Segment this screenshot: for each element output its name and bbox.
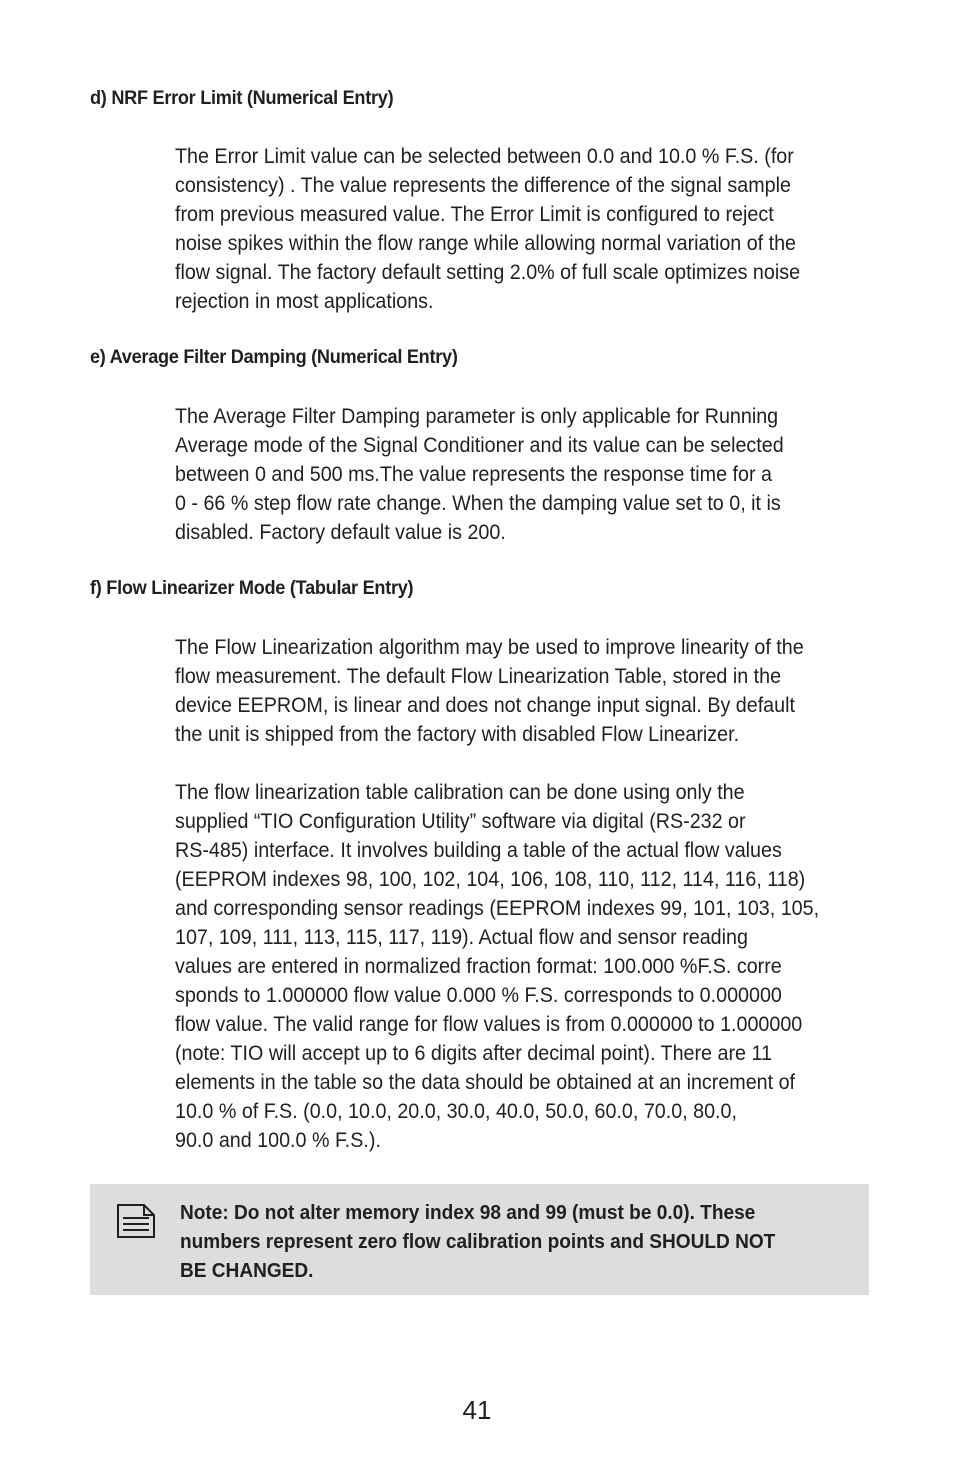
text-line: disabled. Factory default value is 200. [175,521,506,544]
section-heading-nrf-error-limit: d) NRF Error Limit (Numerical Entry) [90,87,394,109]
text-line: device EEPROM, is linear and does not change input signal. By default [175,694,795,717]
text-line: noise spikes within the flow range while allowing normal variation of the [175,232,797,255]
text-line: and corresponding sensor readings (EEPROM indexes 99, 101, 103, 105, [175,897,820,920]
text-line: The Flow Linearization algorithm may be used to improve linearity of the [175,636,804,659]
text-line: between 0 and 500 ms.The value represents the response time for a [175,463,772,486]
text-line: The Error Limit value can be selected between 0.0 and 10.0 % F.S. (for [175,145,794,168]
text-line: rejection in most applications. [175,290,434,313]
text-line: flow measurement. The default Flow Linearization Table, stored in the [175,665,782,688]
text-line: the unit is shipped from the factory with disabled Flow Linearizer. [175,723,740,746]
text-line: values are entered in normalized fraction format: 100.000 %F.S. corre [175,955,782,978]
text-line: 0 - 66 % step flow rate change. When the damping value set to 0, it is [175,492,781,515]
text-line: The flow linearization table calibration can be done using only the [175,781,745,804]
text-line: supplied “TIO Configuration Utility” software via digital (RS-232 or [175,810,746,833]
note-box [90,1184,869,1295]
paragraph-flow-linearizer-calibration [175,778,863,1155]
text-line: RS-485) interface. It involves building a table of the actual flow values [175,839,782,862]
paragraph-flow-linearizer-intro [175,633,863,749]
section-heading-average-filter-damping: e) Average Filter Damping (Numerical Entry) [90,346,458,368]
note-line: numbers represent zero flow calibration points and SHOULD NOT [180,1230,776,1253]
text-line: consistency) . The value represents the difference of the signal sample [175,174,791,197]
paragraph-nrf-error-limit [175,142,863,316]
text-line: elements in the table so the data should be obtained at an increment of [175,1071,796,1094]
text-line: sponds to 1.000000 flow value 0.000 % F.S. corresponds to 0.000000 [175,984,782,1007]
paragraph-average-filter-damping [175,402,863,547]
text-line: 10.0 % of F.S. (0.0, 10.0, 20.0, 30.0, 40.0, 50.0, 60.0, 70.0, 80.0, [175,1100,737,1123]
text-line: from previous measured value. The Error Limit is configured to reject [175,203,774,226]
text-line: Average mode of the Signal Conditioner and its value can be selected [175,434,784,457]
page-number: 41 [462,1395,492,1425]
text-line: flow signal. The factory default setting 2.0% of full scale optimizes noise [175,261,801,284]
note-text [180,1198,775,1285]
note-line: BE CHANGED. [180,1259,314,1282]
text-line: 107, 109, 111, 113, 115, 117, 119). Actual flow and sensor reading [175,926,748,949]
text-line: (EEPROM indexes 98, 100, 102, 104, 106, 108, 110, 112, 114, 116, 118) [175,868,806,891]
text-line: 90.0 and 100.0 % F.S.). [175,1129,381,1152]
note-line: Note: Do not alter memory index 98 and 99 (must be 0.0). These [180,1201,756,1224]
section-heading-flow-linearizer-mode: f) Flow Linearizer Mode (Tabular Entry) [90,577,414,599]
text-line: The Average Filter Damping parameter is only applicable for Running [175,405,779,428]
text-line: flow value. The valid range for flow values is from 0.000000 to 1.000000 [175,1013,803,1036]
text-line: (note: TIO will accept up to 6 digits after decimal point). There are 11 [175,1042,772,1065]
note-icon [116,1203,156,1239]
